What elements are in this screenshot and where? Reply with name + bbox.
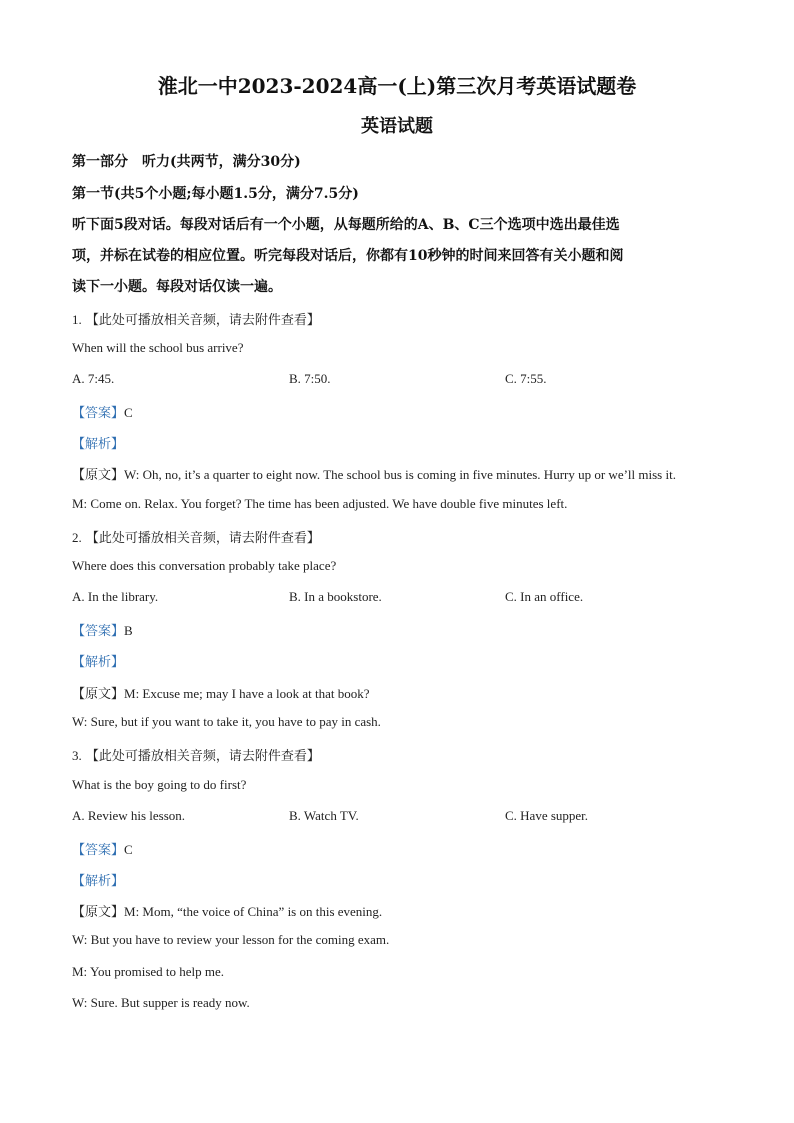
question-header (72, 745, 320, 764)
exam-title: 淮北一中2023-2024高一(上)第三次月考英语试题卷 (157, 74, 637, 98)
original-label: 【原文】 (72, 468, 125, 483)
answer-label: 【答案】 (72, 843, 125, 858)
transcript-line: W: But you have to review your lesson for the coming exam. (72, 932, 390, 947)
transcript-text: M: Excuse me; may I have a look at that book? (124, 686, 370, 701)
option-b: B. In a bookstore. (289, 589, 382, 604)
option-c: C. In an office. (505, 589, 584, 604)
answer-label: 【答案】 (72, 624, 125, 639)
instruction-line: 读下一小题。每段对话仅读一遍。 (72, 279, 282, 295)
analysis-label: 【解析】 (72, 655, 125, 670)
transcript-line: W: Sure, but if you want to take it, you have to pay in cash. (72, 714, 381, 729)
question-header (72, 309, 320, 328)
answer-line (72, 402, 133, 421)
answer-value: B (124, 623, 133, 638)
audio-note: 【此处可播放相关音频，请去附件查看】 (85, 313, 320, 328)
audio-note: 【此处可播放相关音频，请去附件查看】 (85, 531, 320, 546)
original-label: 【原文】 (72, 687, 125, 702)
transcript-line: M: Come on. Relax. You forget? The time has been adjusted. We have double five minutes left. (72, 496, 568, 511)
question-text: Where does this conversation probably take place? (72, 558, 337, 573)
option-a: A. In the library. (72, 589, 159, 604)
instruction-line: 项，并标在试卷的相应位置。听完每段对话后，你都有10秒钟的时间来回答有关小题和阅 (72, 248, 624, 264)
section-heading: 第一节(共5个小题;每小题1.5分，满分7.5分) (72, 186, 359, 202)
option-b: B. 7:50. (289, 371, 331, 386)
analysis-line (72, 651, 124, 670)
answer-line (72, 620, 133, 639)
transcript-line: W: Sure. But supper is ready now. (72, 995, 250, 1010)
analysis-line (72, 870, 124, 889)
transcript-line (72, 683, 370, 702)
option-b: B. Watch TV. (289, 808, 359, 823)
question-text: When will the school bus arrive? (72, 340, 244, 355)
answer-label: 【答案】 (72, 406, 125, 421)
option-c: C. 7:55. (505, 371, 547, 386)
answer-value: C (124, 405, 133, 420)
analysis-label: 【解析】 (72, 874, 125, 889)
option-c: C. Have supper. (505, 808, 589, 823)
answer-line (72, 839, 133, 858)
option-a: A. Review his lesson. (72, 808, 186, 823)
option-a: A. 7:45. (72, 371, 115, 386)
transcript-line (72, 464, 676, 483)
question-text: What is the boy going to do first? (72, 777, 247, 792)
part-heading: 第一部分 听力(共两节，满分30分) (72, 154, 301, 170)
transcript-text: M: Mom, “the voice of China” is on this evening. (124, 904, 383, 919)
original-label: 【原文】 (72, 905, 125, 920)
audio-note: 【此处可播放相关音频，请去附件查看】 (85, 749, 320, 764)
instruction-line: 听下面5段对话。每段对话后有一个小题，从每题所给的A、B、C三个选项中选出最佳选 (72, 217, 620, 233)
transcript-line (72, 901, 382, 920)
question-number: 1. (72, 312, 82, 327)
analysis-label: 【解析】 (72, 437, 125, 452)
question-number: 2. (72, 530, 82, 545)
analysis-line (72, 433, 124, 452)
transcript-line: M: You promised to help me. (72, 964, 225, 979)
answer-value: C (124, 842, 133, 857)
question-header (72, 527, 320, 546)
question-number: 3. (72, 748, 82, 763)
transcript-text: W: Oh, no, it’s a quarter to eight now. The school bus is coming in five minutes. Hurry up or we’ll miss it. (124, 467, 676, 482)
exam-subtitle: 英语试题 (361, 116, 433, 137)
